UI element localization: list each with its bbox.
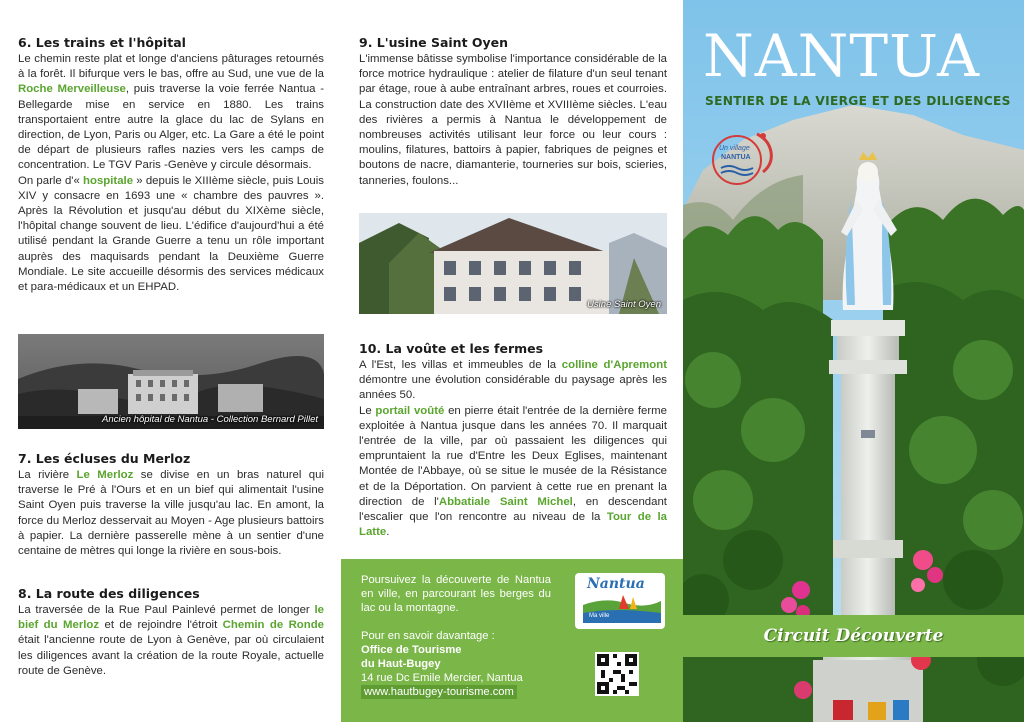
info-org-line-2: du Haut-Bugey	[361, 658, 441, 670]
highlight-bief-du-merloz: le bief du Merloz	[18, 604, 324, 632]
section-6-title: 6. Les trains et l'hôpital	[18, 35, 186, 50]
nantua-logo-text: Nantua	[587, 576, 645, 592]
info-box	[341, 559, 683, 722]
section-9-title: 9. L'usine Saint Oyen	[359, 35, 509, 50]
nantua-logo-sub: Ma ville	[589, 613, 610, 619]
stamp-subtext: Un village	[719, 145, 750, 152]
hospital-photo	[18, 334, 324, 429]
qr-code[interactable]	[595, 652, 639, 696]
highlight-chemin-de-ronde: Chemin de Ronde	[222, 619, 324, 632]
section-10-title: 10. La voûte et les fermes	[359, 341, 544, 356]
cover-photo	[683, 0, 1024, 722]
cover-subtitle: SENTIER DE LA VIERGE ET DES DILIGENCES	[705, 94, 1011, 108]
nantua-logo	[575, 573, 665, 629]
cover-title: NANTUA	[703, 22, 981, 90]
section-7-paragraph: La rivière Le Merloz se divise en un bras naturel qui traverse le Pré à l'Ours et en un bief qui alimentait l'usine Saint Oyen puis traverse la ville jusqu'au lac. En amont, la force du Merloz desservait au Moyen - Age plusieurs battoirs à papier. La dernière passerelle mène à un sentier d'une centaine de mètres qui longe la rivière en sous-bois.	[18, 469, 324, 558]
highlight-tour-de-la-latte: Tour de la Latte	[359, 511, 667, 539]
section-9-text	[359, 52, 667, 189]
hospital-photo-caption: Ancien hôpital de Nantua - Collection Bernard Pillet	[102, 414, 318, 425]
nantua-stamp	[707, 128, 779, 192]
highlight-colline-apremont: colline d'Apremont	[561, 359, 668, 371]
info-more: Pour en savoir davantage :	[361, 630, 495, 642]
section-8-paragraph: La traversée de la Rue Paul Painlevé permet de longer le bief du Merloz et de rejoindre l'étroit Chemin de Ronde était l'ancienne route de Lyon à Genève, par où circulaient les diligences avant la création de la route Royale, actuelle route de Genève.	[18, 604, 324, 677]
column-left	[0, 0, 341, 722]
info-org-line-1: Office de Tourisme	[361, 644, 462, 656]
section-7-title: 7. Les écluses du Merloz	[18, 451, 191, 466]
factory-photo-caption: Usine Saint Oyen	[587, 299, 661, 310]
section-6-paragraph-1: Le chemin reste plat et longe d'anciens pâturages retournés à la forêt. Il bifurque vers le bas, offre au Sud, une vue de la Roche Merveilleuse, puis traverse la voie ferrée Nantua - Bellegarde mise en service en 1880. Les trains transportaient entre autre la glace du lac de Sylans en direction, de Lyon, Paris ou Alger, etc. La Gare a été le point de départ de plusieurs rafles nazies vers les camps de concentration. Le TGV Paris -Genève y circule désormais.	[18, 53, 324, 172]
section-9-paragraph: L'immense bâtisse symbolise l'importance considérable de la force motrice hydraulique : atelier de filature d'un seul tenant par étage, roue à aube entraînant arbres, roues et courroies. La construction date des XVIIème et XVIIIème siècles. L'eau des rivières a permis à Nantua le développement de nombreuses activités utilisant leur force ou leur cours : moulins, filatures, battoirs à papier, fabriques de peignes et boutons de nacre, diamanterie, tourneries sur bois, scieries, tanneries, foulons...	[359, 53, 667, 187]
info-address: 14 rue Dc Emile Mercier, Nantua	[361, 672, 523, 684]
website-link[interactable]: www.hautbugey-tourisme.com	[361, 685, 517, 699]
highlight-portail-voute: portail voûté	[375, 404, 445, 417]
cover-panel	[683, 0, 1024, 722]
section-8-title: 8. La route des diligences	[18, 586, 200, 601]
column-middle	[341, 0, 683, 722]
highlight-le-merloz: Le Merloz	[76, 469, 134, 481]
section-10-paragraph-1: A l'Est, les villas et immeubles de la colline d'Apremont démontre une évolution considérable du paysage après les années 50.	[359, 359, 668, 402]
section-6-paragraph-2: On parle d'« hospitale » depuis le XIIIème siècle, puis Louis XIV y consacre en 1693 une « chambre des pauvres ». Après la Révolution et jusqu'au début du XIXème siècle, l'hôpital change souvent de lieu. L'édifice d'aujourd'hui a été utilisé pendant la Grande Guerre a tenu un rôle important auprès des maquisards pendant la Deuxième Guerre Mondiale. Le site accueille désormis des services médicaux et para-médicaux et un EHPAD.	[18, 174, 324, 294]
section-10-text	[359, 358, 667, 540]
cover-ribbon	[683, 615, 1024, 657]
highlight-abbatiale: Abbatiale Saint Michel	[438, 495, 573, 508]
factory-photo	[359, 213, 667, 314]
stamp-text: NANTUA	[721, 154, 751, 161]
highlight-roche-merveilleuse: Roche Merveilleuse	[18, 83, 126, 96]
section-7-text	[18, 468, 324, 559]
section-6-text	[18, 52, 324, 295]
section-10-paragraph-2: Le portail voûté en pierre était l'entrée de la dernière ferme exploitée à Nantua jusque dans les années 70. Il marquait l'entrée de la ville, par où passaient les diligences qui empruntaient la rue d'Entre les Deux Eglises, maintenant Montée de l'Abbaye, où se situe le musée de la Résistance et de la Déportation. On parvient à cette rue en prenant la direction de l'Abbatiale Saint Michel, en descendant l'escalier que l'on rencontre au niveau de la Tour de la Latte.	[359, 404, 667, 539]
info-intro: Poursuivez la découverte de Nantua en ville, en parcourant les berges du lac ou la montagne.	[361, 574, 551, 614]
cover-ribbon-text: Circuit Découverte	[763, 626, 944, 646]
highlight-hospitale: hospitale	[83, 174, 134, 187]
section-8-text	[18, 603, 324, 679]
